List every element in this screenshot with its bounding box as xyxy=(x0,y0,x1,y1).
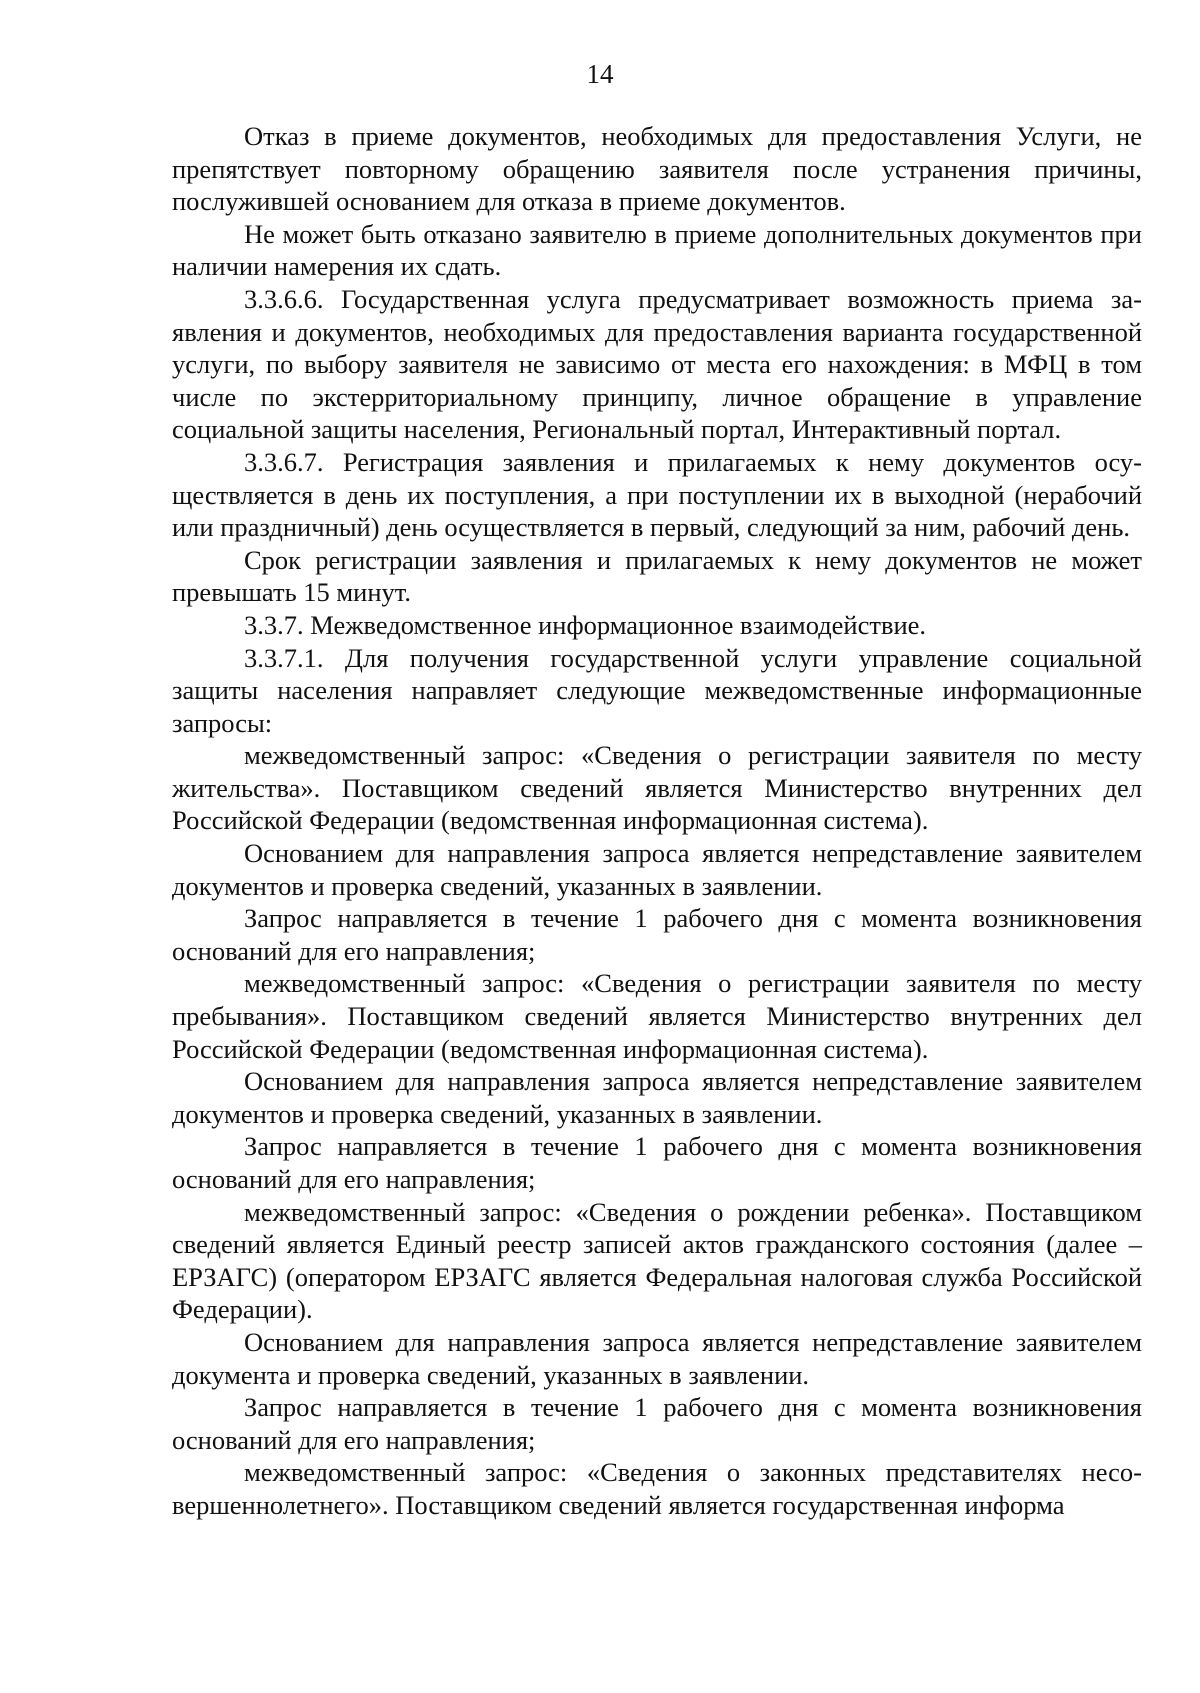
paragraph: межведомственный запрос: «Сведения о регистрации заявителя по месту жительства». Поставщиком сведений является Министерство внутренних дел Российской Федерации (ведомственная информационная система). xyxy=(172,740,1142,836)
document-body xyxy=(172,120,1142,1522)
paragraph: Запрос направляется в течение 1 рабочего дня с момента возникновения оснований для его направления; xyxy=(172,1131,1142,1194)
paragraph: Запрос направляется в течение 1 рабочего дня с момента возникновения оснований для его направления; xyxy=(172,903,1142,966)
paragraph: межведомственный запрос: «Сведения о регистрации заявителя по месту пребывания». Поставщиком сведений является Министерство внутренних дел Российской Федерации (ведомственная информационная система). xyxy=(172,968,1142,1064)
paragraph: Основанием для направления запроса является непредставление заявителем документов и проверка сведений, указанных в заявлении. xyxy=(172,1066,1142,1129)
paragraph: Не может быть отказано заявителю в приеме дополнительных документов при наличии намерения их сдать. xyxy=(172,218,1142,282)
paragraph: межведомственный запрос: «Сведения о законных представителях несовершеннолетнего». Поставщиком сведений является государственная информа xyxy=(172,1457,1142,1520)
paragraph: Основанием для направления запроса является непредставление заявителем документа и проверка сведений, указанных в заявлении. xyxy=(172,1326,1142,1390)
paragraph: 3.3.6.6. Государственная услуга предусматривает возможность приема заявления и документов, необходимых для предоставления варианта государственной услуги, по выбору заявителя не зависимо от места его нахождения: в МФЦ в том числе по экстерриториальному принципу, личное обращение в управление социальной защиты населения, Региональный портал, Интерактивный портал. xyxy=(172,283,1142,445)
paragraph: Отказ в приеме документов, необходимых для предоставления Услуги, не препятствует повторному обращению заявителя после устранения причины, послужившей основанием для отказа в приеме документов. xyxy=(172,121,1142,217)
paragraph: межведомственный запрос: «Сведения о рождении ребенка». Поставщиком сведений является Единый реестр записей актов гражданского состояния (далее – ЕРЗАГС) (оператором ЕРЗАГС является Федеральная налоговая служба Российской Федерации). xyxy=(172,1196,1142,1325)
page-number: 14 xyxy=(586,59,614,89)
paragraph: 3.3.7. Межведомственное информационное взаимодействие. xyxy=(244,609,927,640)
paragraph: 3.3.7.1. Для получения государственной услуги управление социальной защиты населения направляет следующие межведомственные информационные запросы: xyxy=(172,642,1142,738)
paragraph: Основанием для направления запроса является непредставление заявителем документов и проверка сведений, указанных в заявлении. xyxy=(172,838,1142,901)
paragraph: 3.3.6.7. Регистрация заявления и прилагаемых к нему документов осуществляется в день их поступления, а при поступлении их в выходной (нерабочий или праздничный) день осуществляется в первый, следующий за ним, рабочий день. xyxy=(172,446,1142,543)
paragraph: Срок регистрации заявления и прилагаемых к нему документов не может превышать 15 минут. xyxy=(172,544,1142,608)
paragraph: Запрос направляется в течение 1 рабочего дня с момента возникновения оснований для его направления; xyxy=(172,1392,1142,1455)
